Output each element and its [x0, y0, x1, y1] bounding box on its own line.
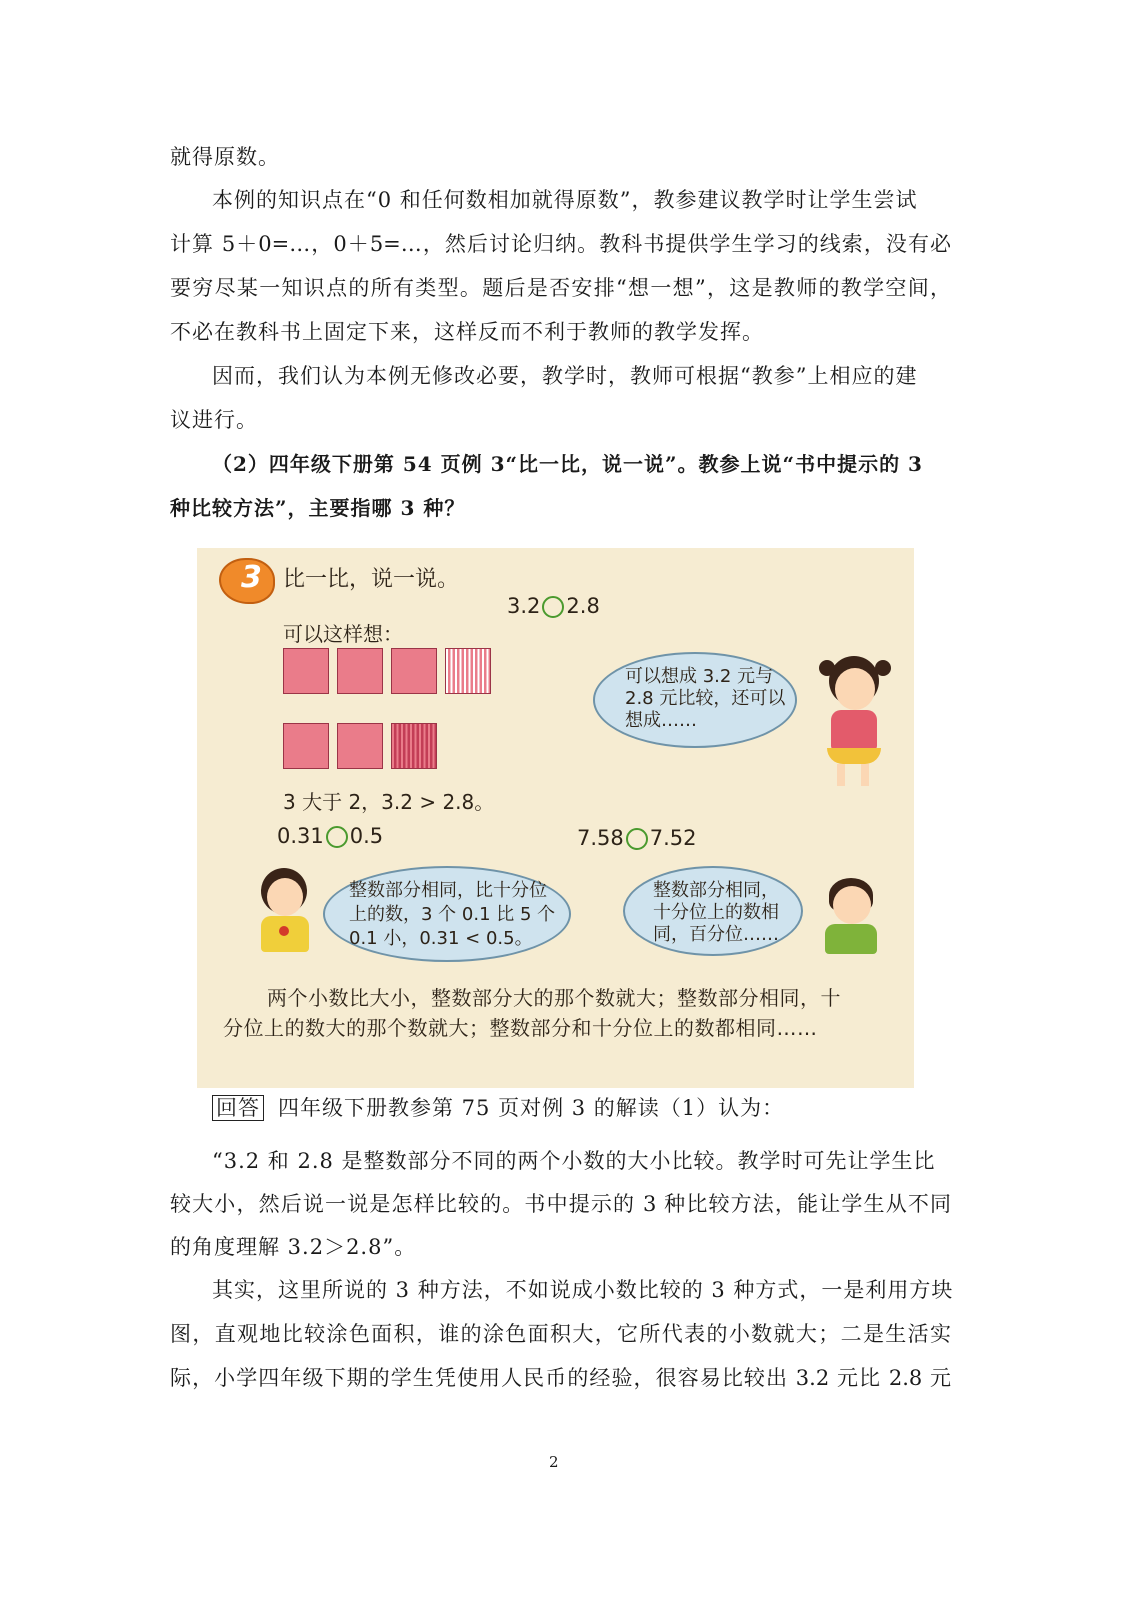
compare-3-left: 7.58: [577, 826, 624, 850]
compare-circle-icon: [326, 826, 348, 848]
paragraph-3-line-2: 议进行。: [170, 408, 258, 432]
question-line-1: （2）四年级下册第 54 页例 3“比一比，说一说”。教参上说“书中提示的 3: [212, 452, 923, 476]
bubble-boy-line-2: 十分位上的数相: [653, 902, 779, 923]
bubble-boy-line-1: 整数部分相同，: [653, 880, 779, 901]
compare-1-left: 3.2: [507, 594, 541, 618]
summary-line-2: 分位上的数大的那个数就大；整数部分和十分位上的数都相同……: [223, 1016, 818, 1040]
compare-2-right: 0.5: [349, 824, 384, 848]
paragraph-4-line-3: 际，小学四年级下期的学生凭使用人民币的经验，很容易比较出 3.2 元比 2.8 元: [170, 1366, 951, 1390]
bubble-girl2-line-1: 整数部分相同，比十分位: [349, 880, 547, 901]
compare-3: [577, 826, 697, 850]
square-full: [337, 648, 383, 694]
bubble-girl2-line-2: 上的数，3 个 0.1 比 5 个: [349, 904, 556, 925]
paragraph-3-line-1: 因而，我们认为本例无修改必要，教学时，教师可根据“教参”上相应的建: [212, 364, 918, 388]
compare-1-right: 2.8: [566, 594, 600, 618]
paragraph-4-line-2: 图，直观地比较涂色面积，谁的涂色面积大，它所代表的小数就大；二是生活实: [170, 1322, 951, 1346]
square-tenths: [391, 723, 437, 769]
compare-1: [507, 594, 600, 618]
square-full: [391, 648, 437, 694]
paragraph-2-line-4: 不必在教科书上固定下来，这样反而不利于教师的教学发挥。: [170, 320, 764, 344]
bubble-girl-line-3: 想成……: [625, 710, 697, 731]
compare-2-left: 0.31: [277, 824, 324, 848]
example-title: 比一比，说一说。: [283, 567, 460, 592]
example-number: 3: [241, 560, 262, 595]
quote-line-3: 的角度理解 3.2＞2.8”。: [170, 1235, 417, 1259]
paragraph-1: 就得原数。: [170, 145, 280, 169]
square-full: [337, 723, 383, 769]
bubble-boy-line-3: 同，百分位……: [653, 924, 779, 945]
paragraph-4-line-1: 其实，这里所说的 3 种方法，不如说成小数比较的 3 种方式，一是利用方块: [212, 1278, 954, 1302]
textbook-excerpt: [197, 548, 914, 1088]
conclusion-text: 3 大于 2，3.2 > 2.8。: [283, 790, 495, 814]
square-tenths: [445, 648, 491, 694]
paragraph-2-line-1: 本例的知识点在“0 和任何数相加就得原数”，教参建议教学时让学生尝试: [212, 188, 918, 212]
bubble-girl-line-2: 2.8 元比较，还可以: [625, 688, 786, 709]
square-full: [283, 648, 329, 694]
bubble-girl-line-1: 可以想成 3.2 元与: [625, 666, 774, 687]
compare-circle-icon: [626, 828, 648, 850]
quote-line-2: 较大小，然后说一说是怎样比较的。书中提示的 3 种比较方法，能让学生从不同: [170, 1192, 951, 1216]
page-number: 2: [549, 1453, 559, 1471]
compare-2: [277, 824, 383, 848]
paragraph-2-line-2: 计算 5＋0=…，0＋5=…，然后讨论归纳。教科书提供学生学习的线索，没有必: [170, 232, 951, 256]
summary-line-1: 两个小数比大小，整数部分大的那个数就大；整数部分相同，十: [267, 986, 841, 1010]
paragraph-2-line-3: 要穷尽某一知识点的所有类型。题后是否安排“想一想”，这是教师的教学空间，: [170, 276, 951, 300]
hint-text: 可以这样想：: [283, 622, 403, 646]
question-line-2: 种比较方法”，主要指哪 3 种？: [170, 496, 466, 520]
quote-line-1: “3.2 和 2.8 是整数部分不同的两个小数的大小比较。教学时可先让学生比: [212, 1149, 936, 1173]
answer-label: 回答: [212, 1095, 264, 1121]
square-full: [283, 723, 329, 769]
answer-intro: 四年级下册教参第 75 页对例 3 的解读（1）认为：: [278, 1096, 785, 1120]
bubble-girl2-line-3: 0.1 小，0.31 < 0.5。: [349, 928, 533, 949]
compare-circle-icon: [542, 596, 564, 618]
compare-3-right: 7.52: [649, 826, 697, 850]
answer-intro-line: [212, 1095, 784, 1121]
